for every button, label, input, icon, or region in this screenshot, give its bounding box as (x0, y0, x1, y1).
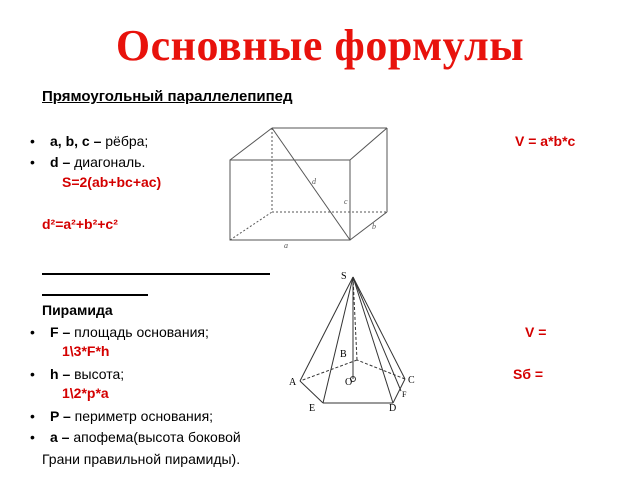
label-D: D (389, 403, 397, 414)
page-title: Основные формулы (115, 21, 525, 70)
pyramid-volume-label: V = (525, 324, 547, 340)
label-S: S (341, 271, 347, 282)
divider (42, 294, 148, 296)
bullet-icon: • (30, 366, 35, 382)
label-B: B (340, 349, 347, 360)
bullet-icon: • (30, 133, 35, 149)
diagonal-formula: d²=a²+b²+c² (42, 216, 118, 232)
list-item: • F – площадь основания; (30, 324, 209, 340)
bullet-icon: • (30, 429, 35, 445)
label-F: F (402, 390, 407, 399)
pyramid-heading: Пирамида (42, 302, 113, 318)
list-item: • a – апофема(высота боковой (30, 429, 241, 445)
parallelepiped-heading: Прямоугольный параллелепипед (42, 88, 293, 105)
pyramid-figure (285, 265, 443, 417)
label-A: A (289, 377, 297, 388)
pyramid-volume-formula: 1\3*F*h (62, 343, 110, 359)
label-C: C (408, 375, 415, 386)
label-O: O (345, 377, 353, 388)
label-b: b (372, 222, 376, 231)
last-line: Грани правильной пирамиды). (42, 451, 241, 467)
surface-formula: S=2(ab+bc+ac) (62, 174, 162, 190)
list-item: • d – диагональ. (30, 154, 146, 170)
pyramid-side-formula: 1\2*p*a (62, 385, 109, 401)
list-item: • h – высота; (30, 366, 125, 382)
bullet-icon: • (30, 154, 35, 170)
bullet-icon: • (30, 408, 35, 424)
bullet-icon: • (30, 324, 35, 340)
label-c: c (344, 197, 348, 206)
list-item: • a, b, c – рёбра; (30, 133, 149, 149)
label-E: E (309, 403, 316, 414)
parallelepiped-figure (222, 122, 397, 252)
pyramid-side-label: Sб = (513, 366, 544, 382)
label-d: d (312, 177, 316, 186)
label-a: a (284, 241, 288, 250)
volume-formula: V = a*b*c (515, 133, 576, 149)
divider (42, 273, 270, 275)
list-item: • P – периметр основания; (30, 408, 214, 424)
